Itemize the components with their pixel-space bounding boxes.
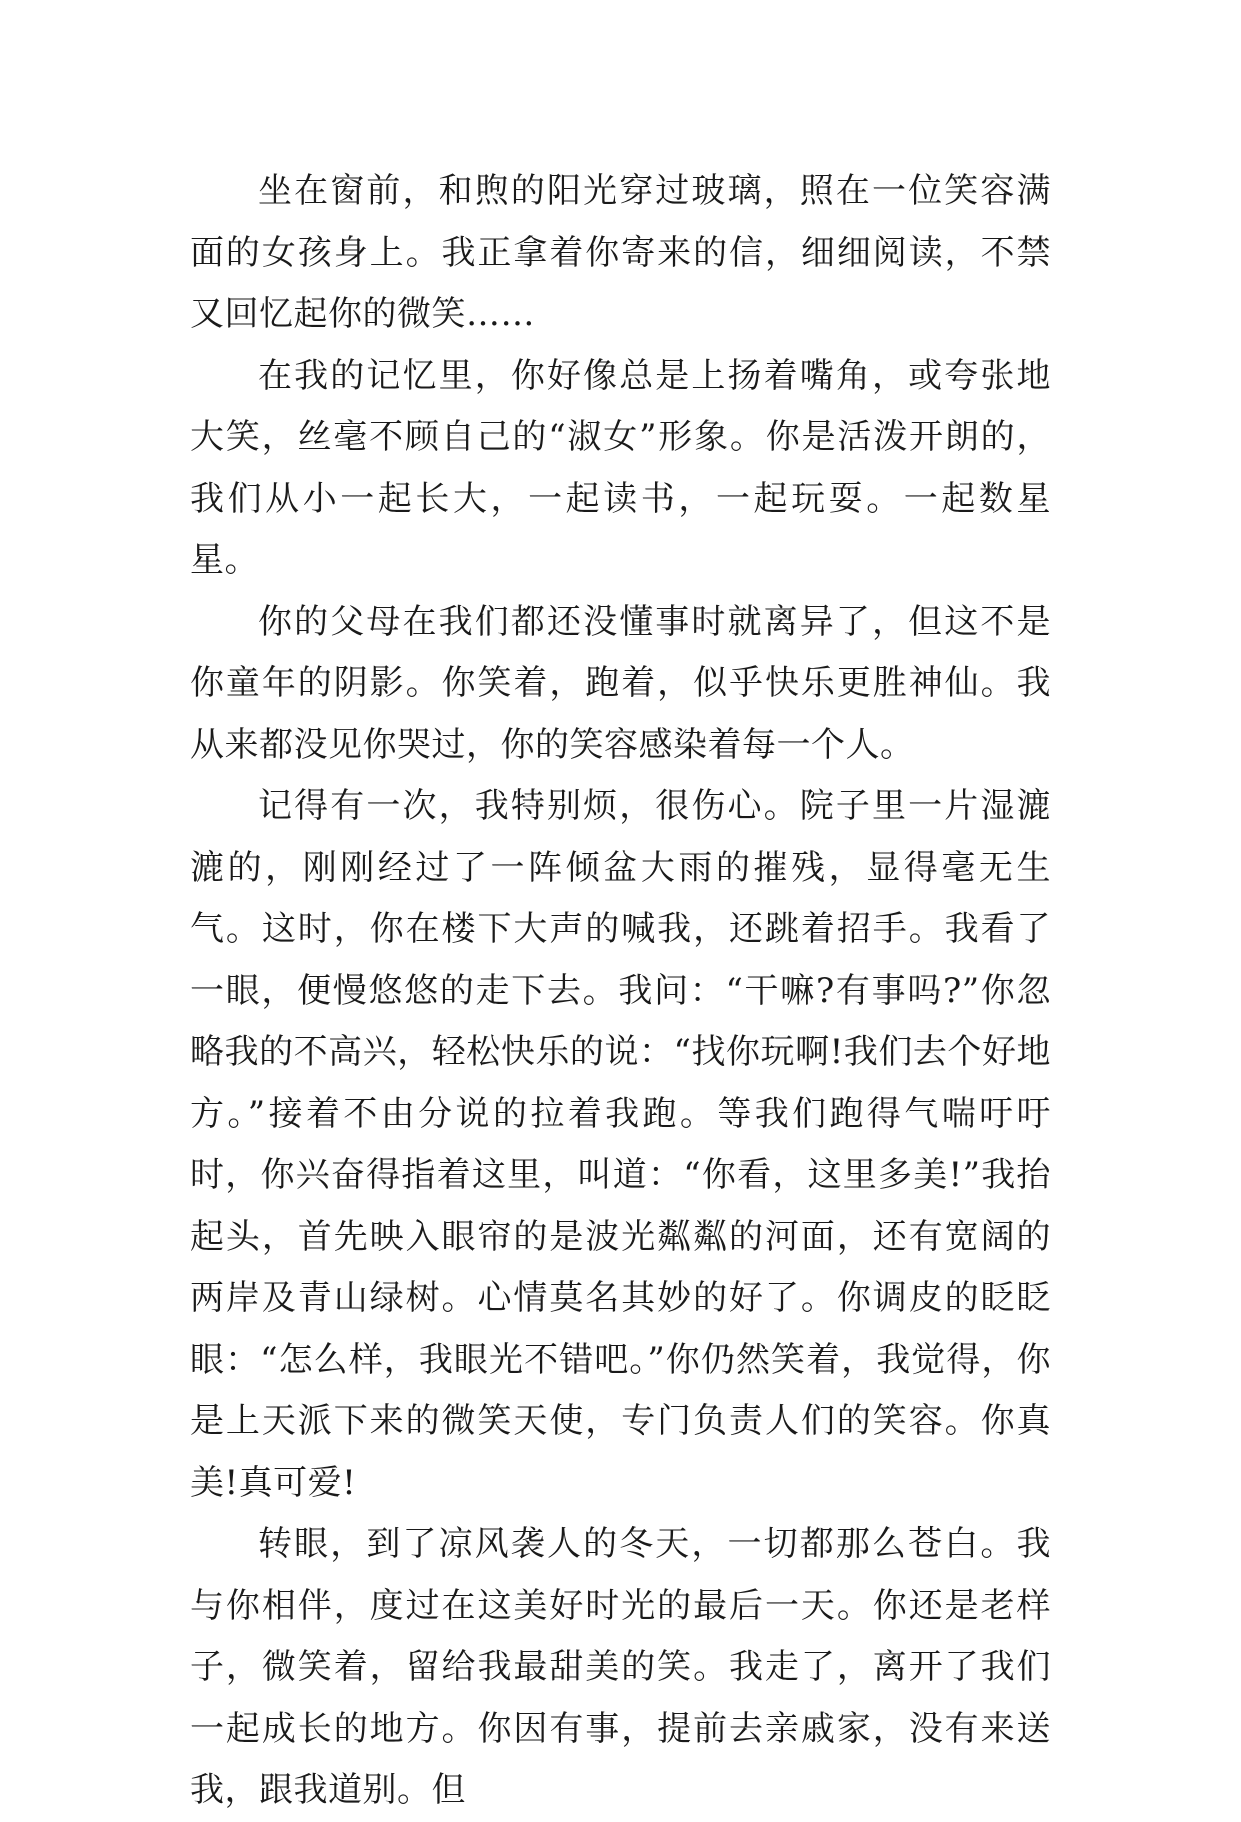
paragraph-2: 在我的记忆里，你好像总是上扬着嘴角，或夸张地大笑，丝毫不顾自己的“淑女”形象。你是活泼开朗的，我们从小一起长大，一起读书，一起玩耍。一起数星星。 (190, 355, 1051, 580)
paragraph-3: 你的父母在我们都还没懂事时就离异了，但这不是你童年的阴影。你笑着，跑着，似乎快乐更胜神仙。我从来都没见你哭过，你的笑容感染着每一个人。 (190, 601, 1051, 765)
paragraph-5: 转眼，到了凉风袭人的冬天，一切都那么苍白。我与你相伴，度过在这美好时光的最后一天。你还是老样子，微笑着，留给我最甜美的笑。我走了，离开了我们一起成长的地方。你因有事，提前去亲戚家，没有来送我，跟我道别。但 (190, 1524, 1051, 1810)
body-text (190, 161, 1051, 1822)
paragraph-4: 记得有一次，我特别烦，很伤心。院子里一片湿漉漉的，刚刚经过了一阵倾盆大雨的摧残，显得毫无生气。这时，你在楼下大声的喊我，还跳着招手。我看了一眼，便慢悠悠的走下去。我问：“干嘛?有事吗?”你忽略我的不高兴，轻松快乐的说：“找你玩啊!我们去个好地方。”接着不由分说的拉着我跑。等我们跑得气喘吁吁时，你兴奋得指着这里，叫道：“你看，这里多美!”我抬起头，首先映入眼帘的是波光粼粼的河面，还有宽阔的两岸及青山绿树。心情莫名其妙的好了。你调皮的眨眨眼：“怎么样，我眼光不错吧。”你仍然笑着，我觉得，你是上天派下来的微笑天使，专门负责人们的笑容。你真美!真可爱! (190, 786, 1051, 1503)
paragraph-1: 坐在窗前，和煦的阳光穿过玻璃，照在一位笑容满面的女孩身上。我正拿着你寄来的信，细细阅读，不禁又回忆起你的微笑…… (190, 171, 1051, 334)
